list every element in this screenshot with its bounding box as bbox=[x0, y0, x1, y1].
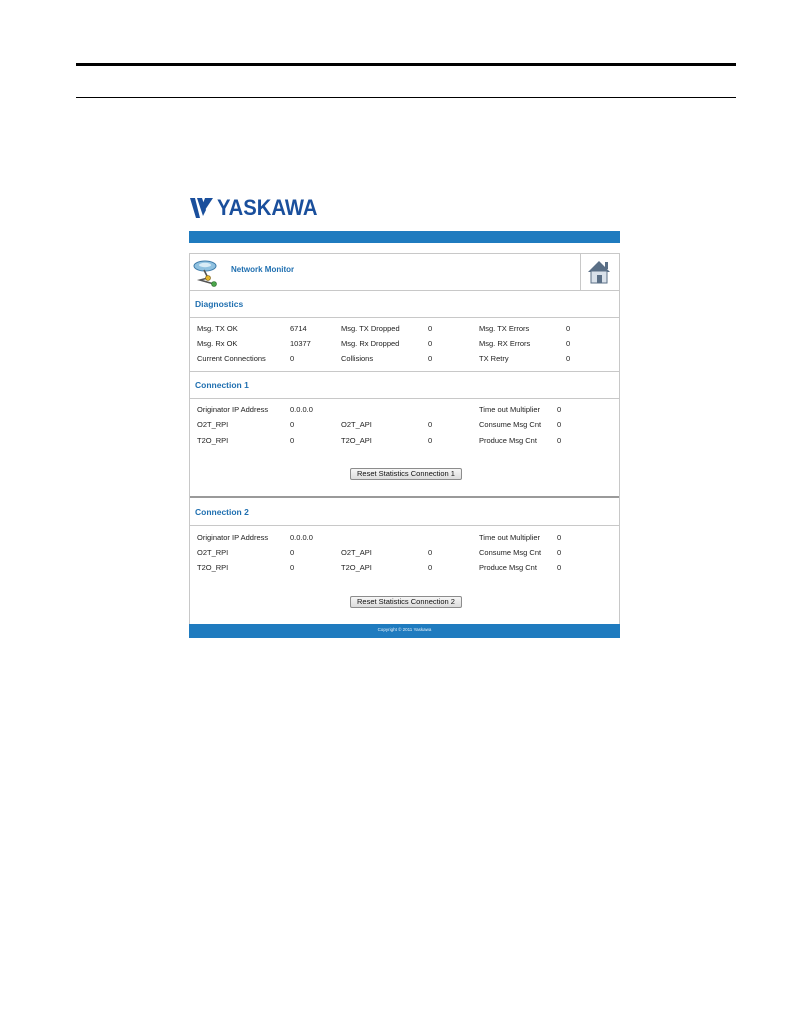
diagnostics-header bbox=[190, 291, 619, 318]
c2-value: 0 bbox=[428, 548, 433, 557]
diag-label: Msg. TX Dropped bbox=[341, 324, 400, 333]
diag-label: Msg. Rx Dropped bbox=[341, 339, 400, 348]
network-icon bbox=[190, 254, 226, 290]
connection1-header bbox=[190, 371, 619, 399]
logo-text: YASKAWA bbox=[217, 195, 318, 220]
c2-value: 0 bbox=[557, 563, 562, 572]
reset-statistics-connection1-button[interactable]: Reset Statistics Connection 1 bbox=[350, 468, 462, 480]
diag-value: 0 bbox=[428, 324, 433, 333]
yaskawa-logo-mark-icon bbox=[190, 196, 214, 220]
reset-statistics-connection2-button[interactable]: Reset Statistics Connection 2 bbox=[350, 596, 462, 608]
c2-label: Originator IP Address bbox=[197, 533, 269, 542]
c2-value: 0.0.0.0 bbox=[290, 533, 313, 542]
diag-value: 0 bbox=[290, 354, 295, 363]
c1-value: 0 bbox=[557, 405, 562, 414]
c1-value: 0 bbox=[557, 436, 562, 445]
c1-label: Time out Multiplier bbox=[479, 405, 540, 414]
c2-value: 0 bbox=[557, 548, 562, 557]
c2-label: Produce Msg Cnt bbox=[479, 563, 537, 572]
connection1-title: Connection 1 bbox=[195, 380, 249, 390]
page-title: Network Monitor bbox=[231, 265, 295, 274]
yaskawa-logo bbox=[190, 194, 326, 222]
c1-label: T2O_API bbox=[341, 436, 372, 445]
c1-value: 0 bbox=[290, 420, 295, 429]
diag-value: 0 bbox=[428, 354, 433, 363]
c1-label: O2T_RPI bbox=[197, 420, 229, 429]
network-monitor-panel bbox=[189, 253, 620, 630]
diag-value: 0 bbox=[566, 354, 571, 363]
home-icon[interactable] bbox=[580, 254, 619, 290]
diag-value: 0 bbox=[566, 324, 571, 333]
connection2-title: Connection 2 bbox=[195, 507, 249, 517]
diag-label: Msg. TX Errors bbox=[479, 324, 530, 333]
c2-label: T2O_RPI bbox=[197, 563, 229, 572]
c2-value: 0 bbox=[557, 533, 562, 542]
top-accent-bar bbox=[189, 231, 620, 243]
diag-label: Msg. RX Errors bbox=[479, 339, 531, 348]
c1-value: 0 bbox=[290, 436, 295, 445]
c2-value: 0 bbox=[428, 563, 433, 572]
c1-label: O2T_API bbox=[341, 420, 372, 429]
c2-label: Consume Msg Cnt bbox=[479, 548, 542, 557]
c1-label: Produce Msg Cnt bbox=[479, 436, 537, 445]
diag-value: 10377 bbox=[290, 339, 311, 348]
c1-label: Consume Msg Cnt bbox=[479, 420, 542, 429]
c2-label: O2T_API bbox=[341, 548, 372, 557]
c2-value: 0 bbox=[290, 548, 295, 557]
diag-label: Collisions bbox=[341, 354, 374, 363]
c2-label: T2O_API bbox=[341, 563, 372, 572]
diag-value: 6714 bbox=[290, 324, 307, 333]
diagnostics-title: Diagnostics bbox=[195, 299, 244, 309]
web-ui-screenshot bbox=[189, 190, 620, 638]
diag-label: Msg. TX OK bbox=[197, 324, 238, 333]
c1-label: T2O_RPI bbox=[197, 436, 229, 445]
c2-value: 0 bbox=[290, 563, 295, 572]
page-top-rule-thick bbox=[76, 63, 736, 66]
copyright-text: Copyright © 2011 Yaskawa bbox=[377, 627, 432, 632]
c1-value: 0 bbox=[557, 420, 562, 429]
connection2-header bbox=[190, 499, 619, 526]
diag-label: Current Connections bbox=[197, 354, 266, 363]
footer-bar bbox=[189, 624, 620, 638]
diag-label: Msg. Rx OK bbox=[197, 339, 238, 348]
page-top-rule-thin bbox=[76, 97, 736, 98]
c1-value: 0.0.0.0 bbox=[290, 405, 313, 414]
c1-value: 0 bbox=[428, 436, 433, 445]
c1-label: Originator IP Address bbox=[197, 405, 269, 414]
c1-value: 0 bbox=[428, 420, 433, 429]
diag-label: TX Retry bbox=[479, 354, 509, 363]
section-divider bbox=[190, 496, 619, 498]
c2-label: Time out Multiplier bbox=[479, 533, 540, 542]
diag-value: 0 bbox=[428, 339, 433, 348]
c2-label: O2T_RPI bbox=[197, 548, 229, 557]
title-row bbox=[190, 254, 619, 291]
diag-value: 0 bbox=[566, 339, 571, 348]
